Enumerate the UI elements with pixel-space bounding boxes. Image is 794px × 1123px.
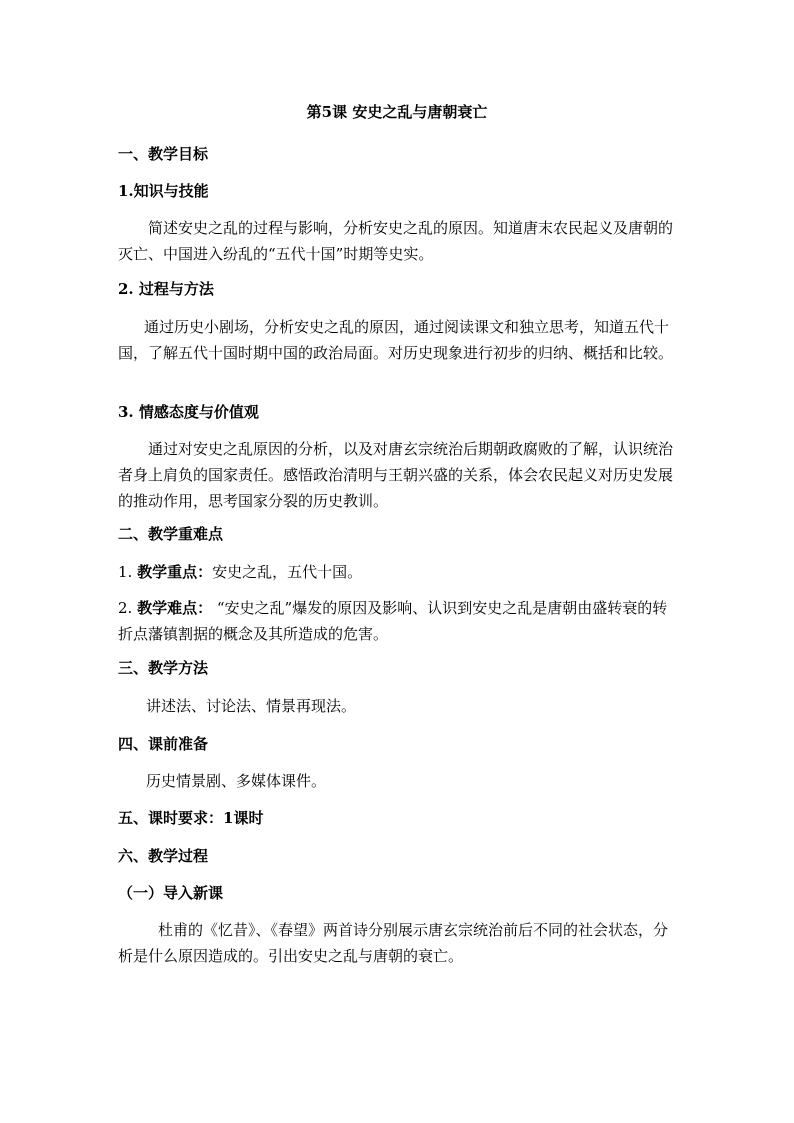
subheading-attitudes-values: 3. 情感态度与价值观 [118,403,259,421]
section-heading-teaching-process: 六、教学过程 [118,847,209,865]
item-text: 安史之乱，五代十国。 [212,563,363,581]
paragraph-process-methods: 通过历史小剧场，分析安史之乱的原因，通过阅读课文和独立思考，知道五代十国，了解五代十国时期中国的政治局面。对历史现象进行初步的归纳、概括和比较。 [118,318,674,362]
subheading-introduction: （一）导入新课 [118,884,224,902]
item-label: 教学重点： [137,563,213,581]
key-point-item [118,561,362,583]
section-heading-class-hours: 五、课时要求：1课时 [118,809,264,827]
section-heading-objectives: 一、教学目标 [118,145,209,163]
paragraph-attitudes-values: 通过对安史之乱原因的分析，以及对唐玄宗统治后期朝政腐败的了解，认识统治者身上肩负的国家责任。感悟政治清明与王朝兴盛的关系，体会农民起义对历史发展的推动作用，思考国家分裂的历史教训。 [118,440,674,510]
subheading-knowledge-skills: 1.知识与技能 [118,182,209,200]
lesson-title: 第5课 安史之乱与唐朝衰亡 [306,103,488,121]
item-text: “安史之乱”爆发的原因及影响、认识到安史之乱是唐朝由盛转衰的转折点藩镇割据的概念及其所造成的危害。 [118,599,668,643]
section-heading-methods: 三、教学方法 [118,659,209,677]
preparation-text: 历史情景剧、多媒体课件。 [146,772,327,790]
item-number: 1. [118,563,133,581]
item-label: 教学难点： [137,599,213,617]
difficulty-item [118,595,678,647]
subheading-process-methods: 2. 过程与方法 [118,280,214,298]
item-number: 2. [118,599,133,617]
paragraph-introduction: 杜甫的《忆昔》、《春望》两首诗分别展示唐玄宗统治前后不同的社会状态，分析是什么原因造成的。引出安史之乱与唐朝的衰亡。 [118,921,669,965]
section-heading-preparation: 四、课前准备 [118,735,209,753]
section-heading-key-points: 二、教学重难点 [118,525,224,543]
paragraph-knowledge-skills: 简述安史之乱的过程与影响，分析安史之乱的原因。知道唐末农民起义及唐朝的灭亡、中国进入纷乱的“五代十国”时期等史实。 [118,219,674,263]
methods-text: 讲述法、讨论法、情景再现法。 [146,697,357,715]
